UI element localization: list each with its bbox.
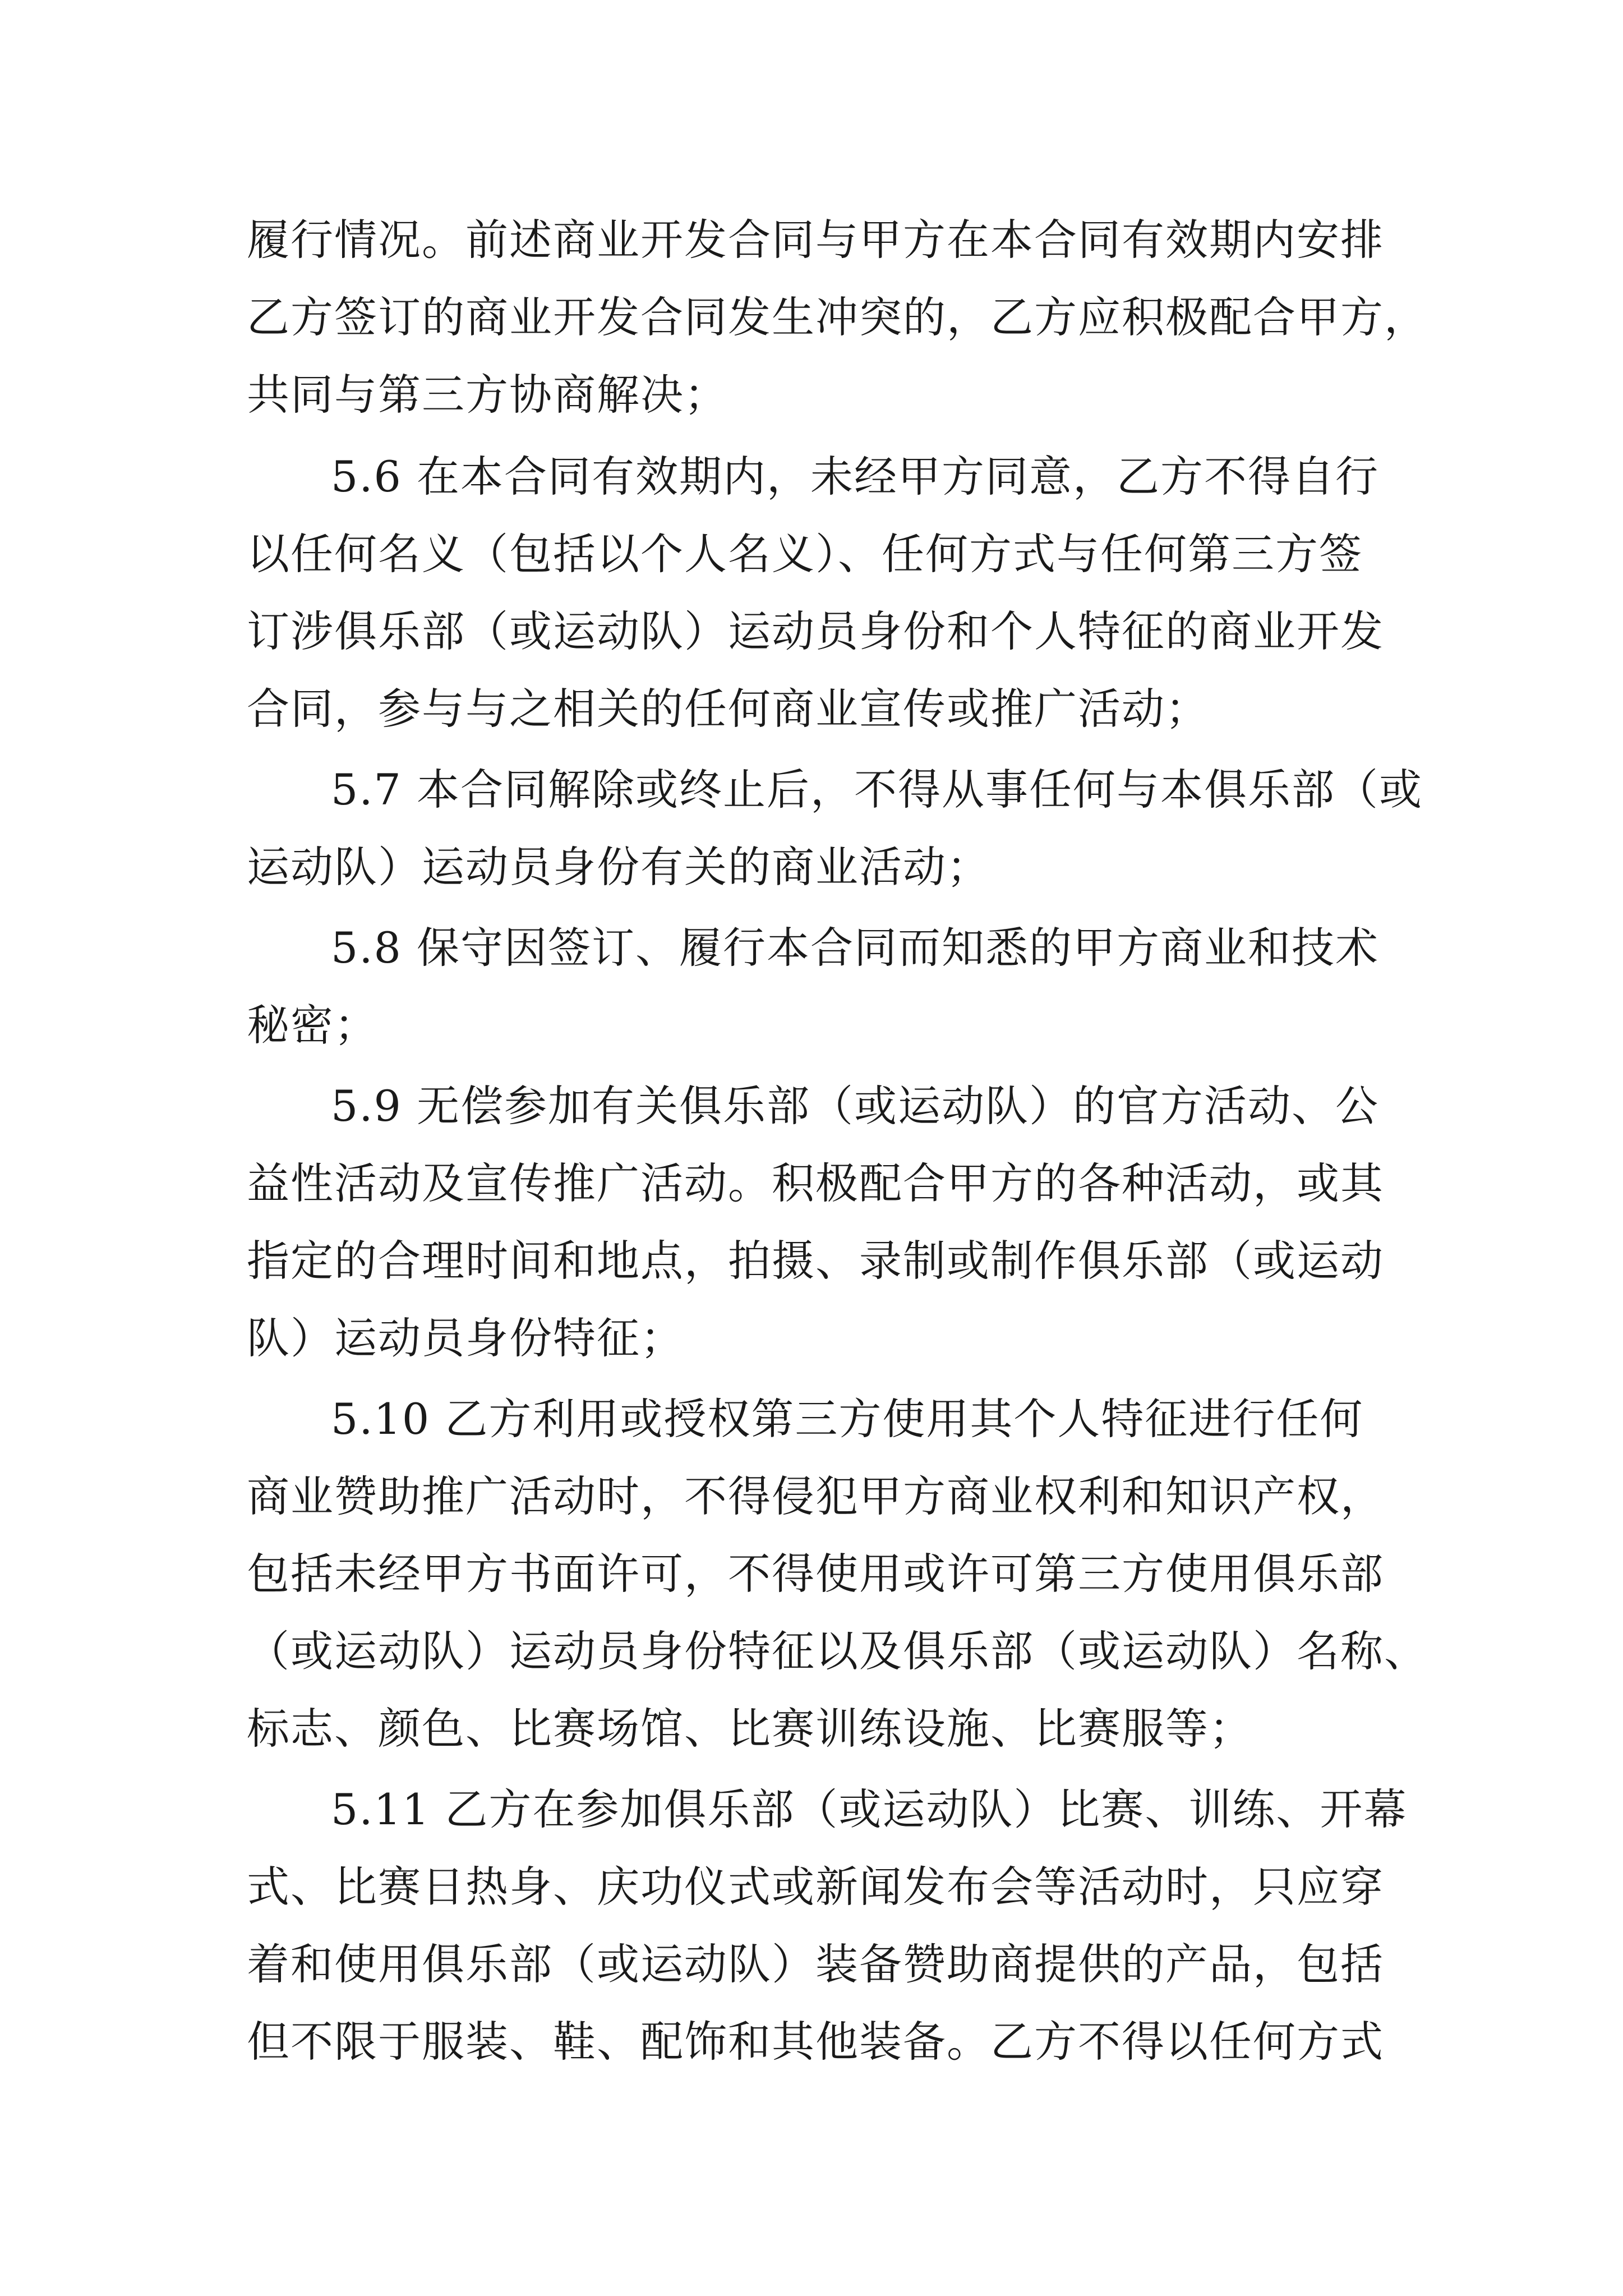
text-line: 乙方签订的商业开发合同发生冲突的，乙方应积极配合甲方， xyxy=(247,292,1428,342)
text-line: 标志、颜色、比赛场馆、比赛训练设施、比赛服等； xyxy=(247,1704,1253,1754)
clause-5-8-start: 5.8 保守因签订、履行本合同而知悉的甲方商业和技术 xyxy=(331,923,1380,973)
text-line: 指定的合理时间和地点，拍摄、录制或制作俱乐部（或运动 xyxy=(247,1236,1384,1286)
text-line: 订涉俱乐部（或运动队）运动员身份和个人特征的商业开发 xyxy=(247,606,1384,656)
text-line: 式、比赛日热身、庆功仪式或新闻发布会等活动时，只应穿 xyxy=(247,1862,1384,1912)
text-line: 益性活动及宣传推广活动。积极配合甲方的各种活动，或其 xyxy=(247,1158,1384,1208)
text-line: 共同与第三方协商解决； xyxy=(247,370,728,420)
text-line: 以任何名义（包括以个人名义）、任何方式与任何第三方签 xyxy=(247,529,1363,579)
text-line: （或运动队）运动员身份特征以及俱乐部（或运动队）名称、 xyxy=(247,1626,1428,1676)
text-line: 运动队）运动员身份有关的商业活动； xyxy=(247,842,990,892)
clause-5-6-start: 5.6 在本合同有效期内，未经甲方同意，乙方不得自行 xyxy=(331,452,1380,501)
clause-5-10-start: 5.10 乙方利用或授权第三方使用其个人特征进行任何 xyxy=(331,1394,1364,1444)
text-line: 着和使用俱乐部（或运动队）装备赞助商提供的产品，包括 xyxy=(247,1939,1384,1989)
text-line: 秘密； xyxy=(247,1000,378,1050)
clause-5-7-start: 5.7 本合同解除或终止后，不得从事任何与本俱乐部（或 xyxy=(331,765,1423,815)
clause-5-11-start: 5.11 乙方在参加俱乐部（或运动队）比赛、训练、开幕 xyxy=(331,1784,1408,1834)
text-line: 但不限于服装、鞋、配饰和其他装备。乙方不得以任何方式 xyxy=(247,2017,1384,2067)
text-line: 队）运动员身份特征； xyxy=(247,1313,684,1363)
text-line: 商业赞助推广活动时，不得侵犯甲方商业权利和知识产权， xyxy=(247,1471,1384,1521)
text-line: 包括未经甲方书面许可，不得使用或许可第三方使用俱乐部 xyxy=(247,1549,1384,1599)
text-line: 合同，参与与之相关的任何商业宣传或推广活动； xyxy=(247,684,1209,734)
text-line: 履行情况。前述商业开发合同与甲方在本合同有效期内安排 xyxy=(247,215,1384,265)
clause-5-9-start: 5.9 无偿参加有关俱乐部（或运动队）的官方活动、公 xyxy=(331,1081,1380,1131)
